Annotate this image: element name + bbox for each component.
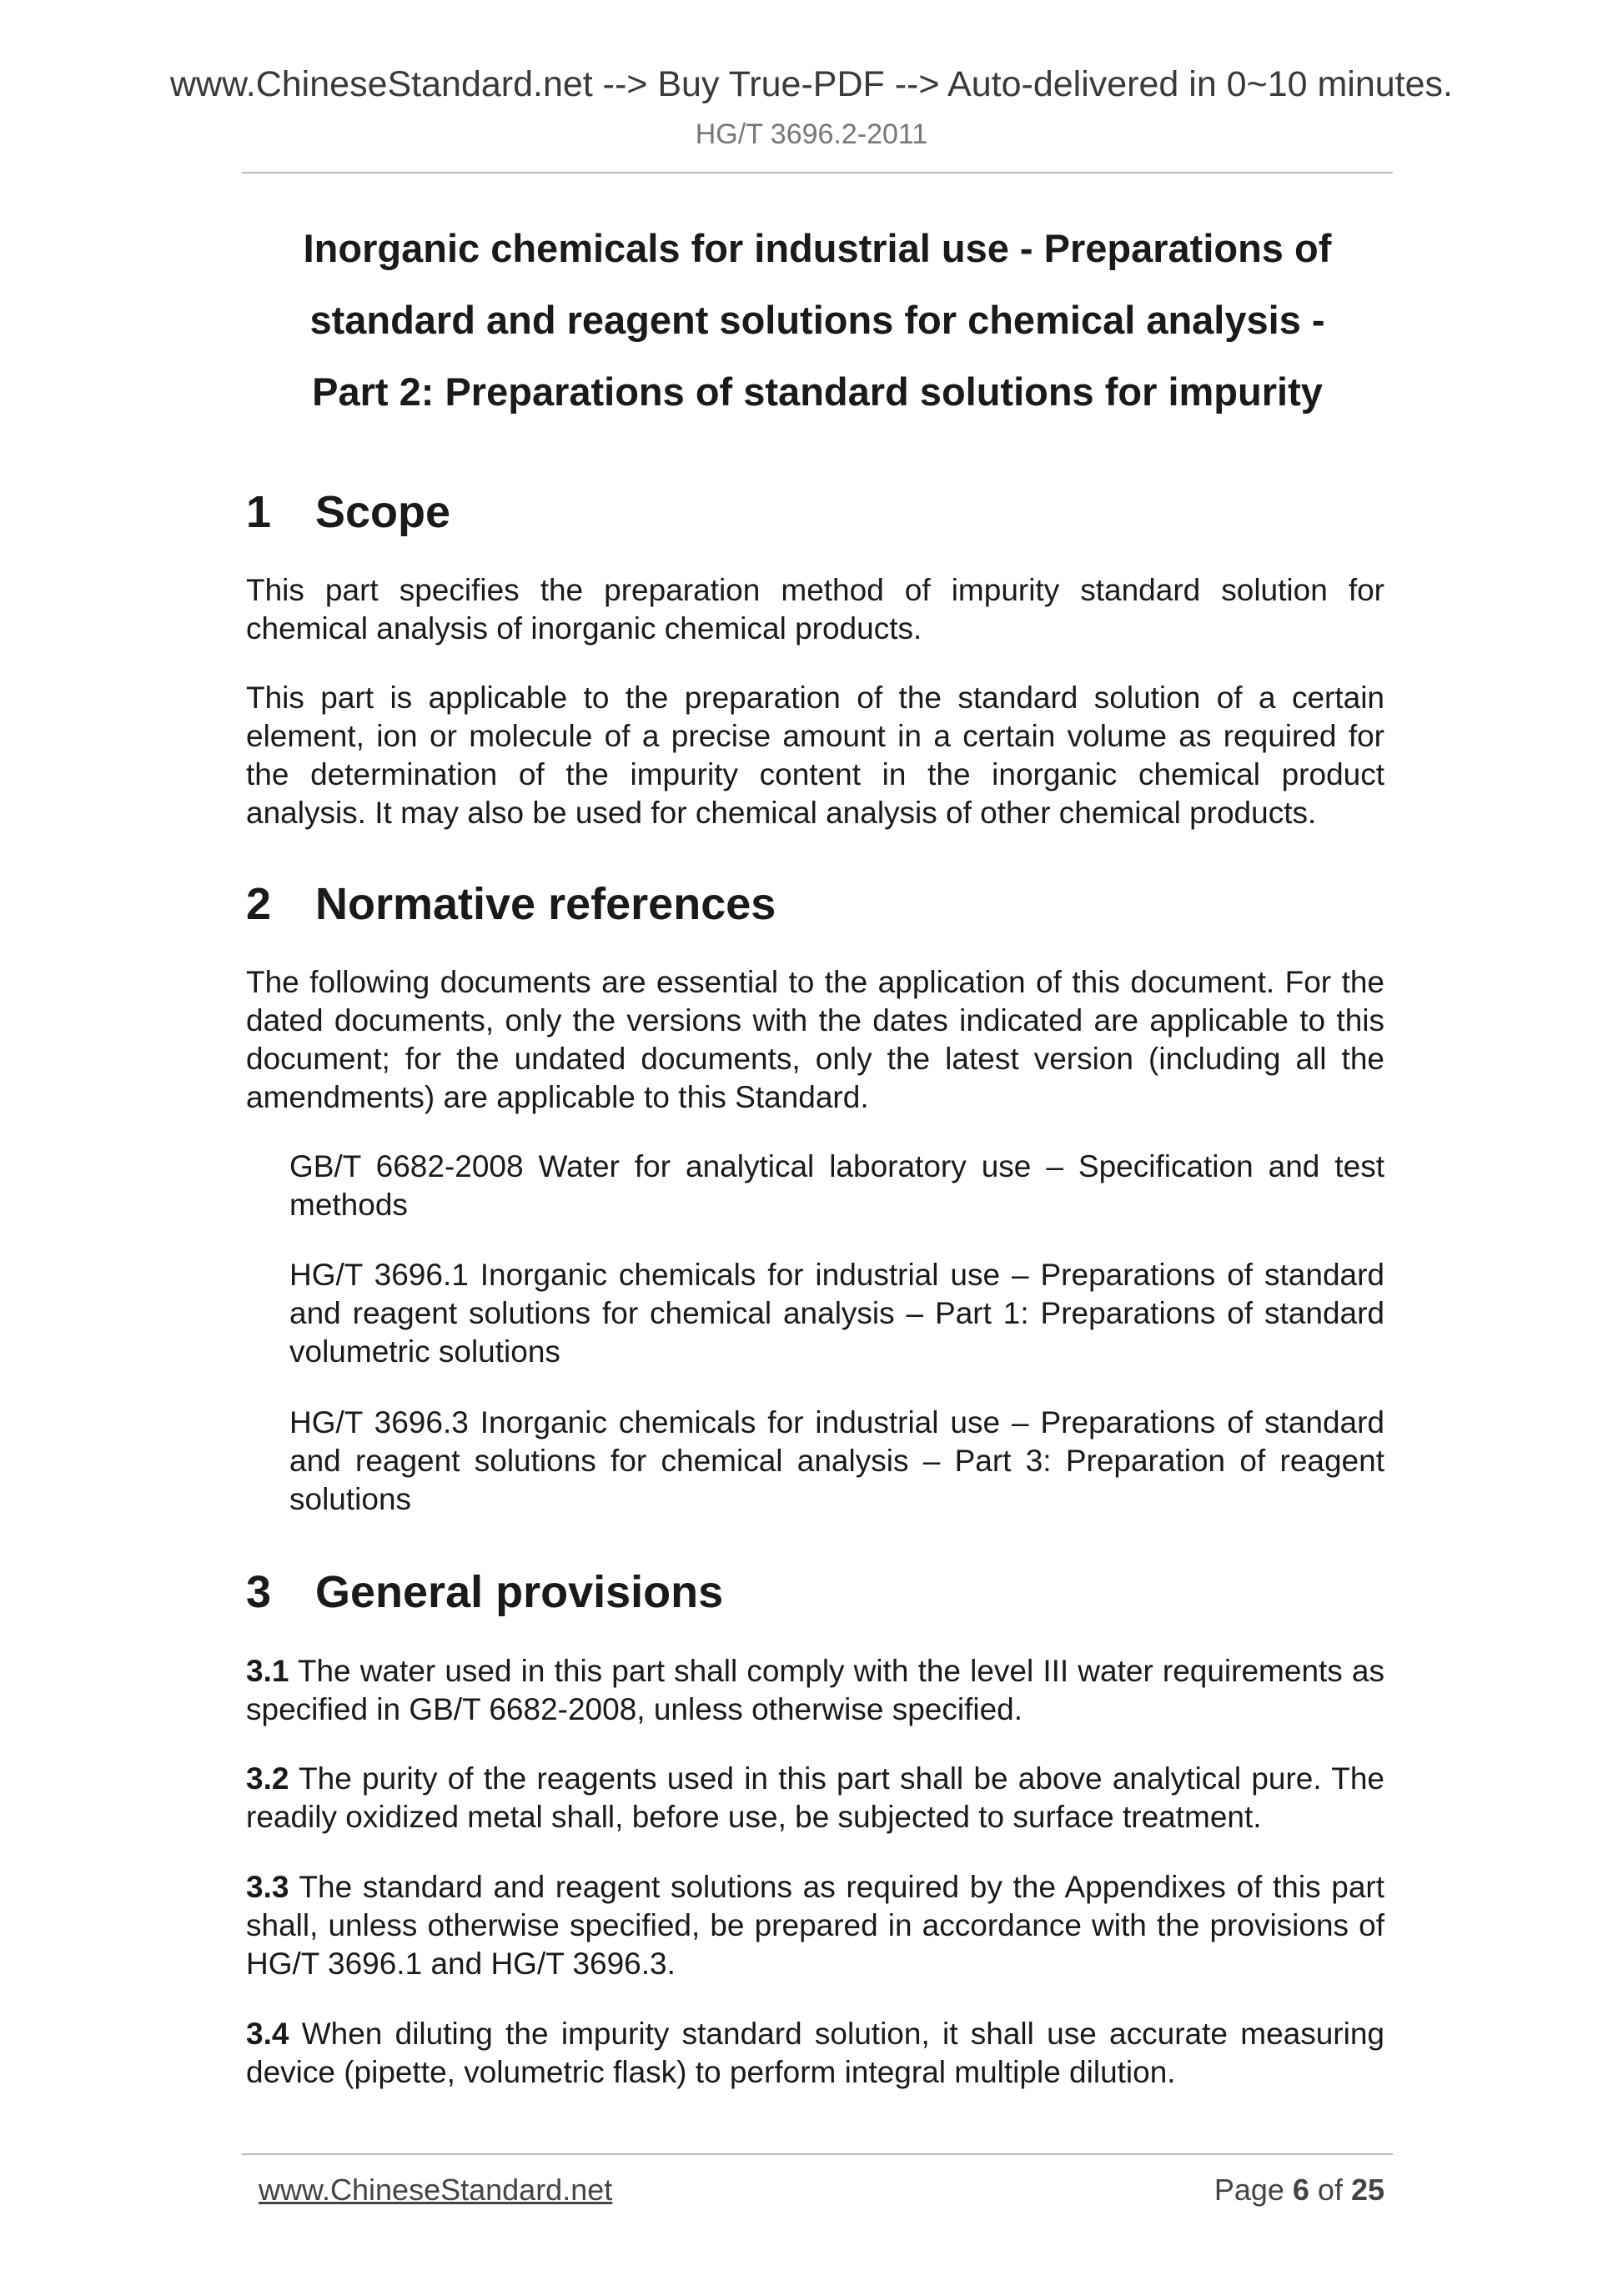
clause-3-1 (246, 1652, 1384, 1729)
page-of: of (1309, 2173, 1351, 2207)
header-divider (242, 172, 1393, 173)
footer-divider (242, 2153, 1393, 2155)
document-title (242, 213, 1393, 428)
footer-site-link[interactable]: www.ChineseStandard.net (259, 2173, 613, 2207)
section-title: Scope (315, 487, 451, 537)
page-total: 25 (1350, 2173, 1384, 2207)
clause-3-4 (246, 2015, 1384, 2092)
scope-paragraph-2: This part is applicable to the preparation of the standard solution of a certain element, ion or molecule of a precise amount in a certain volume as required for the determination of the impurity content in the inorganic chemical product analysis. It may also be used for chemical analysis of other chemical products. (246, 681, 1384, 830)
section-heading-normative-references (246, 880, 776, 929)
clause-number: 3.3 (246, 1870, 289, 1904)
normative-intro-paragraph: The following documents are essential to the application of this document. For the dated documents, only the versions with the dates indicated are applicable to this document; for the undated documents, only the latest version (including all the amendments) are applicable to this Standard. (246, 965, 1384, 1114)
clause-number: 3.4 (246, 2017, 289, 2051)
section-number: 2 (246, 879, 272, 929)
reference-item: HG/T 3696.3 Inorganic chemicals for industrial use – Preparations of standard and reagent solutions for chemical analysis – Part 3: Preparation of reagent solutions (289, 1405, 1384, 1516)
clause-text: The water used in this part shall comply with the level III water requirements as specified in GB/T 6682-2008, unless otherwise specified. (246, 1654, 1384, 1726)
clause-3-3 (246, 1868, 1384, 1983)
site-banner[interactable]: www.ChineseStandard.net --> Buy True-PDF --> Auto-delivered in 0~10 minutes. (169, 64, 1453, 104)
clause-text: The standard and reagent solutions as required by the Appendixes of this part shall, unless otherwise specified, be prepared in accordance with the provisions of HG/T 3696.1 and HG/T 3696.3. (246, 1870, 1384, 1981)
reference-item: GB/T 6682-2008 Water for analytical laboratory use – Specification and test methods (289, 1149, 1384, 1222)
section-number: 1 (246, 487, 272, 537)
clause-text: When diluting the impurity standard solution, it shall use accurate measuring device (pipette, volumetric flask) to perform integral multiple dilution. (246, 2017, 1384, 2089)
title-line-1: Inorganic chemicals for industrial use - Preparations of (303, 226, 1332, 270)
title-line-3: Part 2: Preparations of standard solutions for impurity (312, 369, 1323, 414)
page-prefix: Page (1213, 2173, 1293, 2207)
clause-number: 3.2 (246, 1761, 289, 1796)
section-heading-scope (246, 488, 450, 537)
page-current: 6 (1292, 2173, 1309, 2207)
clause-number: 3.1 (246, 1654, 289, 1688)
reference-item: HG/T 3696.1 Inorganic chemicals for industrial use – Preparations of standard and reagent solutions for chemical analysis – Part 1: Preparations of standard volumetric solutions (289, 1258, 1384, 1369)
scope-paragraph-1: This part specifies the preparation method of impurity standard solution for chemical analysis of inorganic chemical products. (246, 573, 1384, 646)
section-title: Normative references (315, 879, 776, 929)
section-heading-general-provisions (246, 1568, 723, 1617)
document-code: HG/T 3696.2-2011 (695, 118, 928, 150)
title-line-2: standard and reagent solutions for chemical analysis - (309, 298, 1325, 342)
section-title: General provisions (315, 1567, 724, 1617)
page-number (1214, 2173, 1384, 2208)
clause-3-2 (246, 1760, 1384, 1836)
section-number: 3 (246, 1567, 272, 1617)
clause-text: The purity of the reagents used in this part shall be above analytical pure. The readily oxidized metal shall, before use, be subjected to surface treatment. (246, 1761, 1384, 1834)
